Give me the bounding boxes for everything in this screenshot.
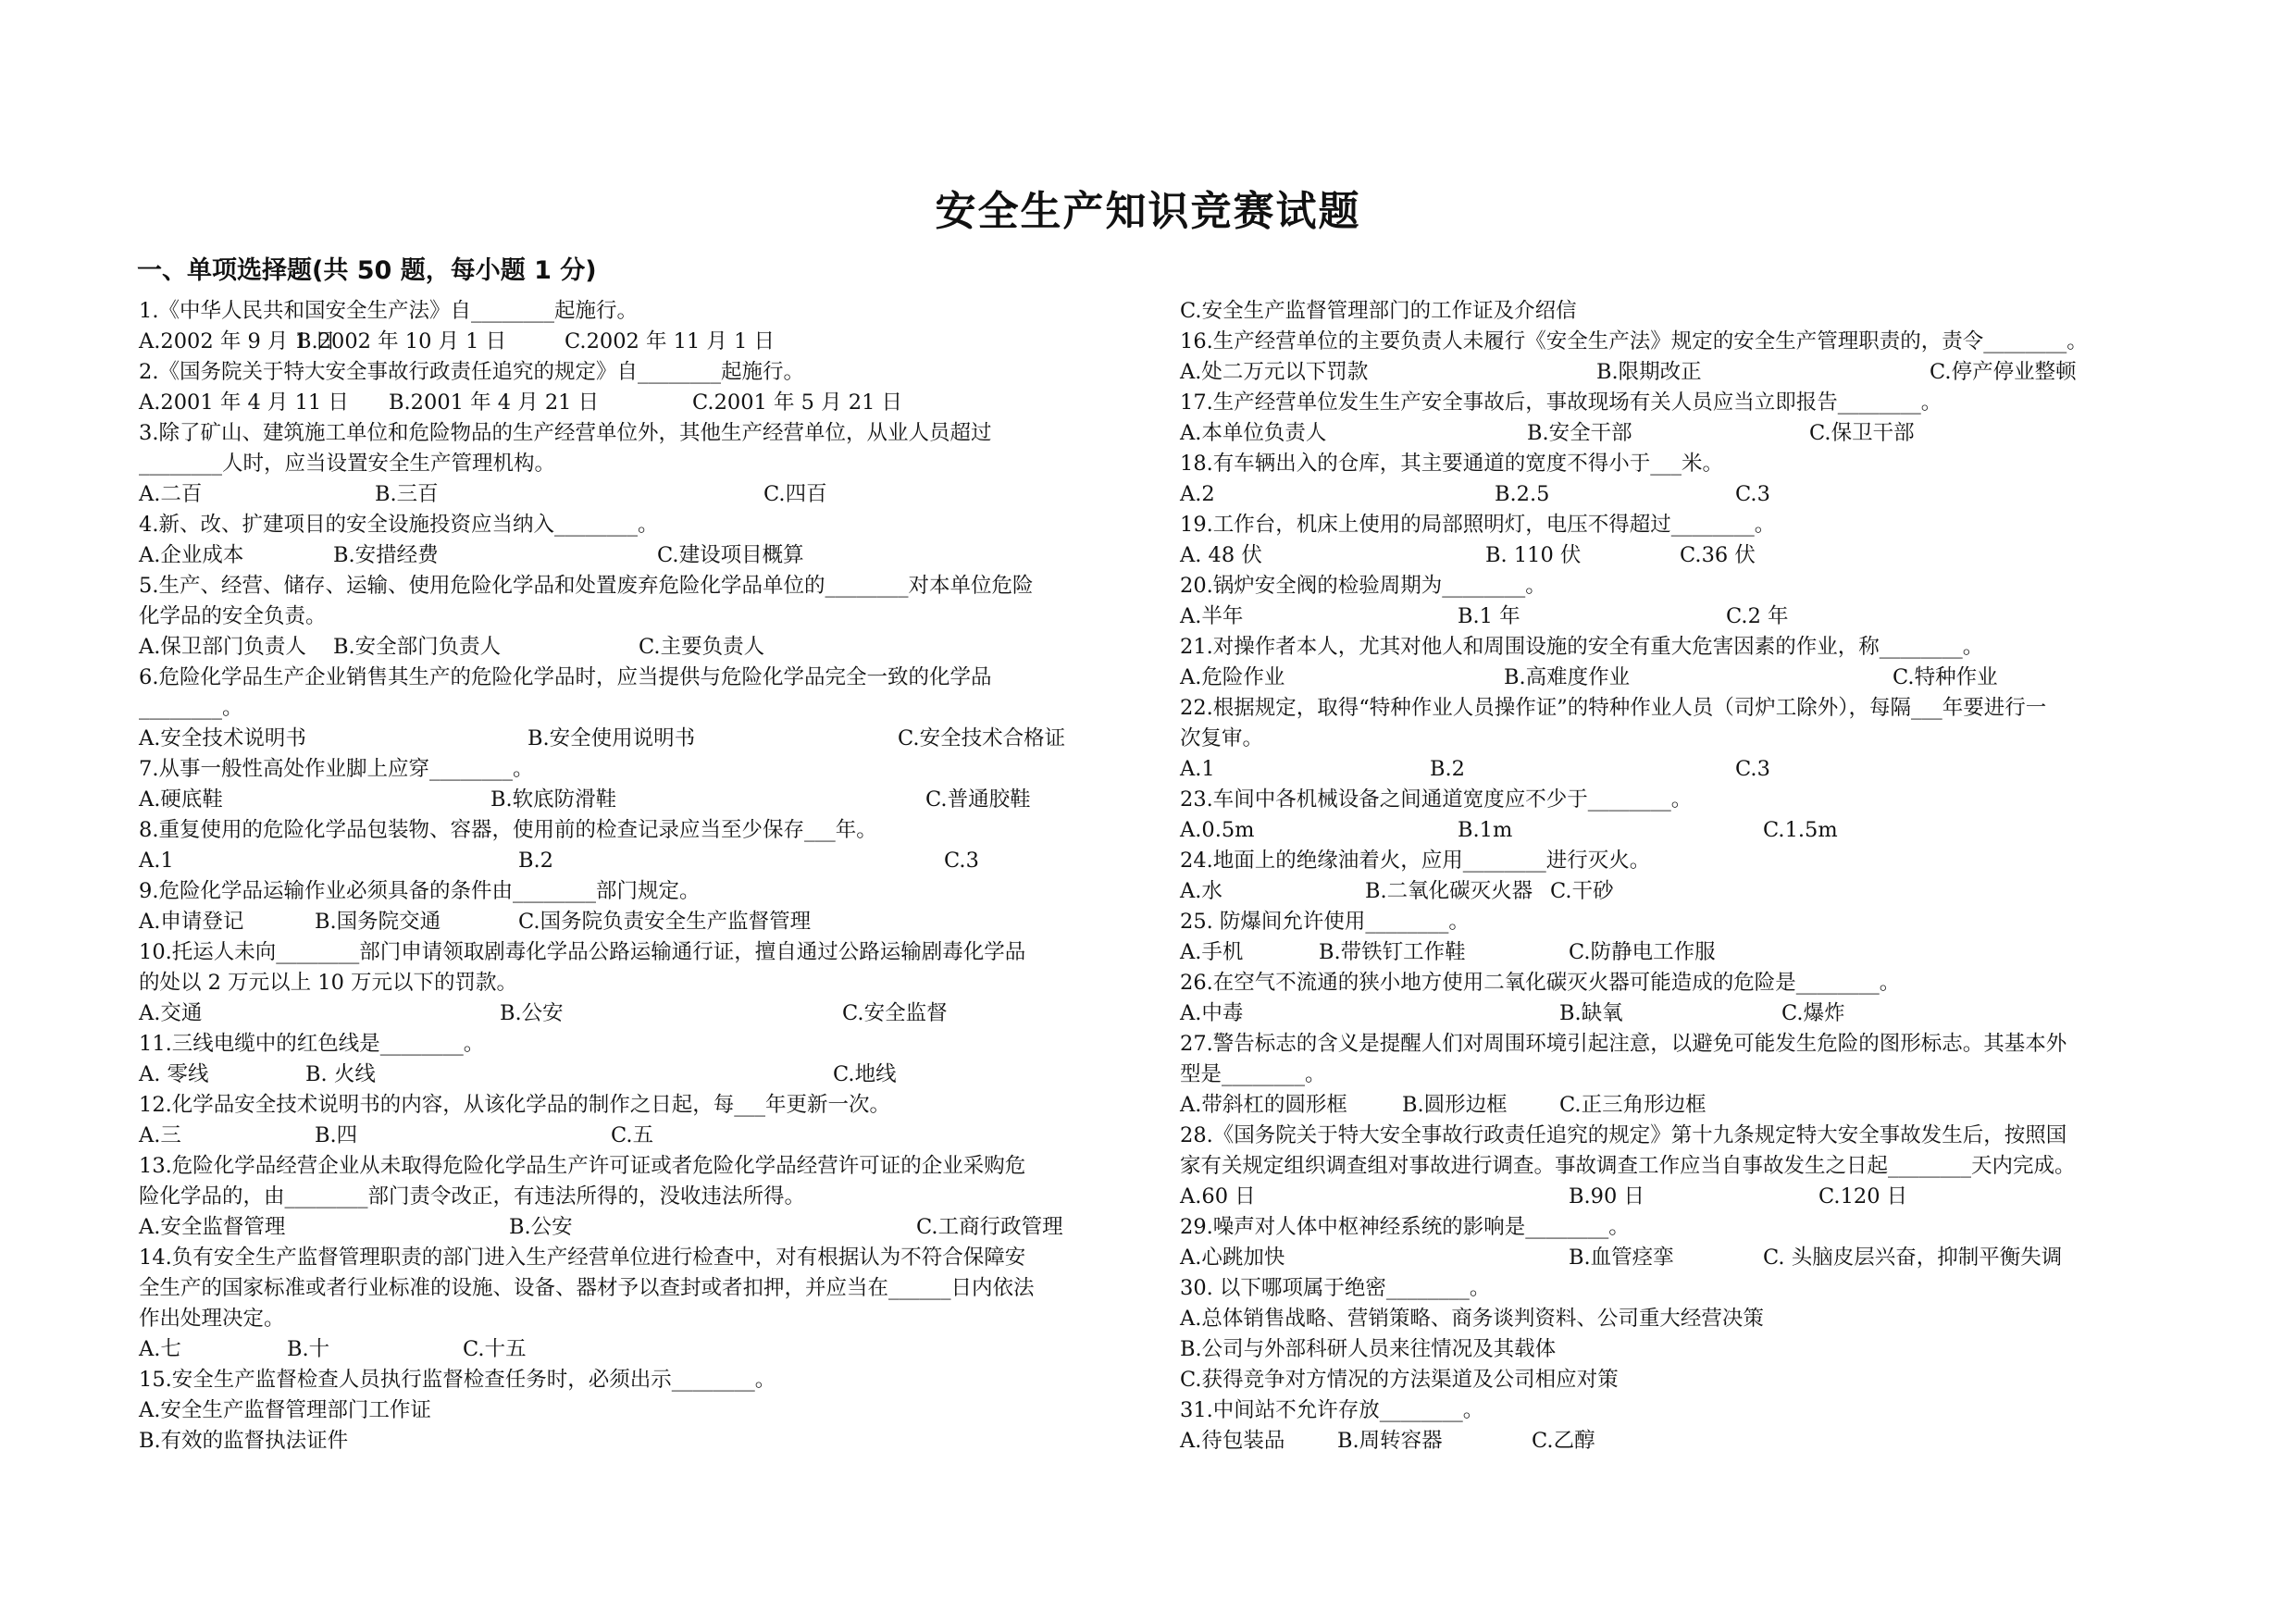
- answer-option: C.普通胶鞋: [925, 787, 1031, 812]
- answer-option: C.国务院负责安全生产监督管理: [518, 910, 812, 934]
- answer-options-row: [1180, 601, 2184, 632]
- answer-option: B.十: [287, 1337, 330, 1361]
- answer-option: C.正三角形边框: [1559, 1093, 1706, 1117]
- question-text-line: 30. 以下哪项属于绝密________。: [1180, 1276, 1491, 1300]
- right-column: [1180, 296, 2184, 1457]
- question-text-line: 7.从事一般性高处作业脚上应穿________。: [139, 757, 534, 781]
- answer-option: A.安全监督管理: [139, 1215, 286, 1239]
- answer-options-row: [139, 1121, 1138, 1151]
- question-text-line: 次复审。: [1180, 726, 1264, 750]
- answer-option: A.处二万元以下罚款: [1180, 360, 1369, 384]
- question-text-line: ________人时，应当设置安全生产管理机构。: [139, 452, 556, 476]
- question-text-line: 21.对操作者本人，尤其对他人和周围设施的安全有重大危害因素的作业，称________。: [1180, 635, 1984, 659]
- answer-option: A.交通: [139, 1001, 203, 1025]
- answer-option: C. 头脑皮层兴奋，抑制平衡失调: [1763, 1246, 2063, 1270]
- answer-option: C.主要负责人: [639, 635, 765, 659]
- question-text-line: 19.工作台，机床上使用的局部照明灯，电压不得超过________。: [1180, 513, 1776, 537]
- answer-option: A. 48 伏: [1180, 543, 1262, 567]
- answer-option: C.停产停业整顿: [1930, 360, 2077, 384]
- question-text-line: 24.地面上的绝缘油着火，应用________进行灭火。: [1180, 849, 1651, 873]
- answer-options-row: [1180, 663, 2184, 693]
- answer-option: B.血管痉挛: [1569, 1246, 1674, 1270]
- answer-option: C.四百: [763, 482, 827, 506]
- question-text-line: 作出处理决定。: [139, 1307, 285, 1331]
- answer-option: B.安全使用说明书: [527, 726, 696, 750]
- answer-option: A.手机: [1180, 940, 1244, 964]
- answer-options-row: [1180, 479, 2184, 510]
- answer-options-row: [139, 1060, 1138, 1090]
- answer-options-row: [139, 540, 1138, 571]
- answer-options-row: [139, 724, 1138, 754]
- section-heading: 一、单项选择题(共 50 题，每小题 1 分): [137, 256, 597, 285]
- question-text-line: 8.重复使用的危险化学品包装物、容器，使用前的检查记录应当至少保存___年。: [139, 818, 877, 842]
- question-text-line: 全生产的国家标准或者行业标准的设施、设备、器材予以查封或者扣押，并应当在______日内依法: [139, 1276, 1035, 1300]
- answer-options-row: [139, 907, 1138, 937]
- question-text-line: 18.有车辆出入的仓库，其主要通道的宽度不得小于___米。: [1180, 452, 1724, 476]
- answer-option: C.2002 年 11 月 1 日: [565, 329, 776, 353]
- question-text-line: 16.生产经营单位的主要负责人未履行《安全生产法》规定的安全生产管理职责的，责令________。: [1180, 329, 2088, 353]
- answer-option: A.危险作业: [1180, 665, 1285, 689]
- answer-option: C.特种作业: [1893, 665, 1998, 689]
- answer-option: A.待包装品: [1180, 1429, 1285, 1453]
- question-text-line: 20.锅炉安全阀的检验周期为________。: [1180, 574, 1546, 598]
- answer-option: C.3: [944, 849, 979, 873]
- answer-options-row: [1180, 1090, 2184, 1121]
- question-text-line: 25. 防爆间允许使用________。: [1180, 910, 1470, 934]
- question-text-line: 的处以 2 万元以上 10 万元以下的罚款。: [139, 971, 518, 995]
- answer-option: A.安全技术说明书: [139, 726, 306, 750]
- answer-option: C.安全监督: [842, 1001, 948, 1025]
- answer-option: A.1: [139, 849, 174, 873]
- answer-option: C.十五: [463, 1337, 527, 1361]
- answer-option: B. 火线: [305, 1062, 376, 1086]
- question-text-line: C.获得竞争对方情况的方法渠道及公司相应对策: [1180, 1368, 1619, 1392]
- question-text-line: 6.危险化学品生产企业销售其生产的危险化学品时，应当提供与危险化学品完全一致的化学品: [139, 665, 992, 689]
- answer-option: B.周转容器: [1337, 1429, 1443, 1453]
- answer-option: A. 零线: [139, 1062, 209, 1086]
- answer-option: C.安全技术合格证: [898, 726, 1066, 750]
- answer-option: B. 110 伏: [1485, 543, 1582, 567]
- question-text-line: 26.在空气不流通的狭小地方使用二氧化碳灭火器可能造成的危险是________。: [1180, 971, 1901, 995]
- answer-option: C.乙醇: [1532, 1429, 1595, 1453]
- answer-option: A.三: [139, 1123, 181, 1147]
- answer-option: B.圆形边框: [1402, 1093, 1508, 1117]
- answer-option: B.公安: [500, 1001, 564, 1025]
- question-text-line: 家有关规定组织调查组对事故进行调查。事故调查工作应当自事故发生之日起________天内完成。: [1180, 1154, 2076, 1178]
- question-text-line: A.总体销售战略、营销策略、商务谈判资料、公司重大经营决策: [1180, 1307, 1764, 1331]
- answer-options-row: [139, 1334, 1138, 1365]
- question-text-line: 23.车间中各机械设备之间通道宽度应不少于________。: [1180, 787, 1693, 812]
- question-text-line: A.安全生产监督管理部门工作证: [139, 1398, 431, 1422]
- question-text-line: 11.三线电缆中的红色线是________。: [139, 1032, 485, 1056]
- answer-option: B.软底防滑鞋: [490, 787, 617, 812]
- question-text-line: 12.化学品安全技术说明书的内容，从该化学品的制作之日起，每___年更新一次。: [139, 1093, 891, 1117]
- answer-option: B.带铁钉工作鞋: [1319, 940, 1466, 964]
- answer-option: B.安全干部: [1527, 421, 1632, 445]
- answer-option: A.半年: [1180, 604, 1244, 628]
- answer-options-row: [1180, 998, 2184, 1029]
- answer-option: C.1.5m: [1763, 818, 1838, 842]
- answer-options-row: [139, 327, 1138, 357]
- question-text-line: 17.生产经营单位发生生产安全事故后，事故现场有关人员应当立即报告________。: [1180, 391, 1942, 415]
- answer-option: B.安全部门负责人: [333, 635, 502, 659]
- answer-option: A.2002 年 9 月 1 日: [139, 329, 336, 353]
- answer-option: B.安措经费: [333, 543, 439, 567]
- answer-option: B.四: [315, 1123, 358, 1147]
- question-text-line: 化学品的安全负责。: [139, 604, 327, 628]
- question-text-line: 4.新、改、扩建项目的安全设施投资应当纳入________。: [139, 513, 659, 537]
- answer-option: B.2.5: [1495, 482, 1550, 506]
- answer-option: C.2001 年 5 月 21 日: [692, 391, 903, 415]
- question-text-line: 15.安全生产监督检查人员执行监督检查任务时，必须出示________。: [139, 1368, 776, 1392]
- answer-options-row: [1180, 1426, 2184, 1457]
- answer-option: C.工商行政管理: [916, 1215, 1063, 1239]
- question-text-line: C.安全生产监督管理部门的工作证及介绍信: [1180, 299, 1577, 323]
- answer-option: A.本单位负责人: [1180, 421, 1327, 445]
- answer-options-row: [1180, 540, 2184, 571]
- question-text-line: 5.生产、经营、储存、运输、使用危险化学品和处置废弃危险化学品单位的________对本单位危险: [139, 574, 1034, 598]
- question-text-line: 2.《国务院关于特大安全事故行政责任追究的规定》自________起施行。: [139, 360, 804, 384]
- answer-option: A.1: [1180, 757, 1215, 781]
- question-text-line: 27.警告标志的含义是提醒人们对周围环境引起注意，以避免可能发生危险的图形标志。其基本外: [1180, 1032, 2067, 1056]
- answer-option: C.36 伏: [1680, 543, 1756, 567]
- answer-option: A.中毒: [1180, 1001, 1244, 1025]
- answer-option: A.二百: [139, 482, 203, 506]
- answer-option: C.建设项目概算: [657, 543, 804, 567]
- answer-option: C.防静电工作服: [1569, 940, 1716, 964]
- question-text-line: 28.《国务院关于特大安全事故行政责任追究的规定》第十九条规定特大安全事故发生后，按照国: [1180, 1123, 2067, 1147]
- question-text-line: 9.危险化学品运输作业必须具备的条件由________部门规定。: [139, 879, 701, 903]
- question-text-line: 10.托运人未向________部门申请领取剧毒化学品公路运输通行证，擅自通过公路运输剧毒化学品: [139, 940, 1026, 964]
- answer-option: A.0.5m: [1180, 818, 1255, 842]
- answer-option: A.七: [139, 1337, 181, 1361]
- answer-option: A.申请登记: [139, 910, 244, 934]
- answer-option: C.地线: [833, 1062, 897, 1086]
- answer-options-row: [1180, 418, 2184, 449]
- answer-option: B.限期改正: [1596, 360, 1702, 384]
- question-text-line: 1.《中华人民共和国安全生产法》自________起施行。: [139, 299, 638, 323]
- answer-option: B.2: [1430, 757, 1466, 781]
- answer-option: B.三百: [375, 482, 439, 506]
- question-text-line: 3.除了矿山、建筑施工单位和危险物品的生产经营单位外，其他生产经营单位，从业人员超过: [139, 421, 992, 445]
- answer-option: C.3: [1735, 757, 1770, 781]
- answer-option: B.2001 年 4 月 21 日: [389, 391, 600, 415]
- answer-option: C.爆炸: [1781, 1001, 1845, 1025]
- answer-option: A.硬底鞋: [139, 787, 223, 812]
- question-text-line: 29.噪声对人体中枢神经系统的影响是________。: [1180, 1215, 1630, 1239]
- question-text-line: 31.中间站不允许存放________。: [1180, 1398, 1484, 1422]
- answer-option: A.保卫部门负责人: [139, 635, 306, 659]
- answer-options-row: [139, 998, 1138, 1029]
- question-text-line: ________。: [139, 696, 243, 720]
- answer-options-row: [1180, 937, 2184, 968]
- question-text-line: 13.危险化学品经营企业从未取得危险化学品生产许可证或者危险化学品经营许可证的企业采购危: [139, 1154, 1026, 1178]
- answer-options-row: [1180, 357, 2184, 388]
- answer-option: C.3: [1735, 482, 1770, 506]
- answer-option: A.2: [1180, 482, 1215, 506]
- answer-option: C.保卫干部: [1809, 421, 1915, 445]
- answer-option: C.120 日: [1818, 1184, 1908, 1209]
- answer-option: A.水: [1180, 879, 1222, 903]
- page-title: 安全生产知识竞赛试题: [935, 188, 1361, 235]
- answer-option: B.2: [518, 849, 554, 873]
- answer-option: C.2 年: [1726, 604, 1789, 628]
- answer-option: A.心跳加快: [1180, 1246, 1285, 1270]
- answer-options-row: [1180, 815, 2184, 846]
- answer-options-row: [1180, 754, 2184, 785]
- answer-option: B.1m: [1458, 818, 1513, 842]
- answer-options-row: [139, 1212, 1138, 1243]
- answer-option: A.60 日: [1180, 1184, 1256, 1209]
- answer-option: B.2002 年 10 月 1 日: [296, 329, 507, 353]
- answer-option: B.90 日: [1569, 1184, 1644, 1209]
- answer-option: B.公安: [509, 1215, 573, 1239]
- question-text-line: B.公司与外部科研人员来往情况及其载体: [1180, 1337, 1557, 1361]
- answer-options-row: [139, 846, 1138, 876]
- answer-options-row: [139, 785, 1138, 815]
- question-text-line: 险化学品的，由________部门责令改正，有违法所得的，没收违法所得。: [139, 1184, 806, 1209]
- answer-option: B.高难度作业: [1504, 665, 1631, 689]
- question-text-line: 22.根据规定，取得“特种作业人员操作证”的特种作业人员（司炉工除外），每隔___年要进行一: [1180, 696, 2047, 720]
- answer-options-row: [139, 632, 1138, 663]
- answer-options-row: [1180, 876, 2184, 907]
- answer-option: B.国务院交通: [315, 910, 441, 934]
- answer-options-row: [139, 388, 1138, 418]
- answer-option: A.企业成本: [139, 543, 244, 567]
- answer-option: A.2001 年 4 月 11 日: [139, 391, 349, 415]
- answer-option: A.带斜杠的圆形框: [1180, 1093, 1347, 1117]
- answer-option: B.二氧化碳灭火器: [1365, 879, 1533, 903]
- question-text-line: 14.负有安全生产监督管理职责的部门进入生产经营单位进行检查中，对有根据认为不符合保障安: [139, 1246, 1026, 1270]
- answer-option: B.缺氧: [1559, 1001, 1623, 1025]
- answer-option: B.1 年: [1458, 604, 1520, 628]
- question-text-line: 型是________。: [1180, 1062, 1326, 1086]
- answer-option: C.干砂: [1550, 879, 1614, 903]
- answer-option: C.五: [611, 1123, 654, 1147]
- answer-options-row: [1180, 1243, 2184, 1273]
- left-column: [139, 296, 1138, 1457]
- answer-options-row: [1180, 1182, 2184, 1212]
- answer-options-row: [139, 479, 1138, 510]
- question-text-line: B.有效的监督执法证件: [139, 1429, 349, 1453]
